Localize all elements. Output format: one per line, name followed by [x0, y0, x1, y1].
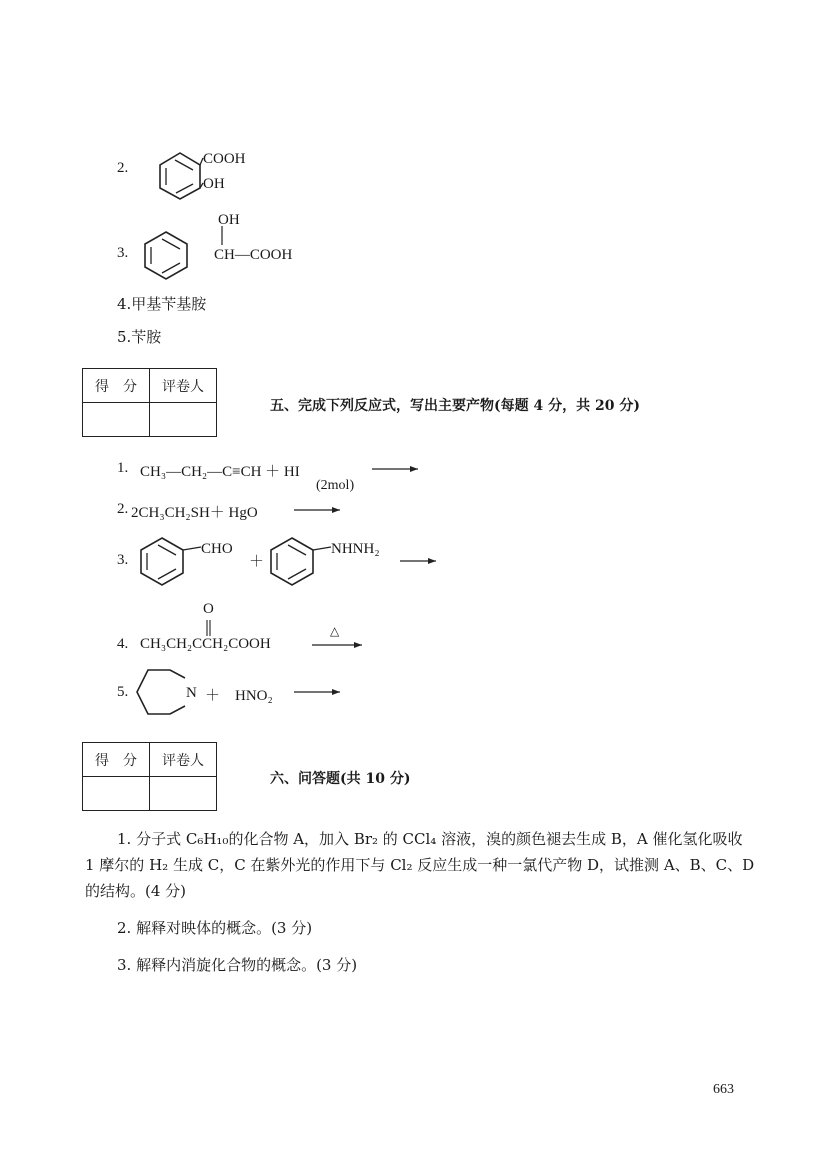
- item-4: 4.甲基苄基胺: [117, 295, 207, 313]
- question-3: 3. 解释内消旋化合物的概念。(3 分): [117, 956, 358, 974]
- reaction-5-rhs: ＋ HNO₂: [205, 688, 273, 704]
- oh-label: OH: [203, 176, 225, 192]
- item-number: 3.: [117, 245, 129, 261]
- score-box: [82, 742, 217, 811]
- grader-header: 评卷人: [150, 743, 217, 777]
- cho-label: CHO: [201, 541, 233, 557]
- page-number: 663: [713, 1082, 734, 1097]
- score-cell[interactable]: [83, 777, 150, 811]
- reaction-2-lhs: 2CH₃CH₂SH＋ HgO: [131, 505, 258, 521]
- reaction-1-note: (2mol): [316, 478, 355, 493]
- reaction-1-number: 1.: [117, 460, 129, 476]
- heat-condition: △: [330, 624, 340, 638]
- plus-sign: ＋: [249, 554, 265, 570]
- nitrogen-label: N: [186, 685, 197, 701]
- reaction-4-lhs: CH₃CH₂CCH₂COOH: [140, 636, 271, 652]
- section-6-title: 六、问答题(共 10 分): [270, 771, 411, 787]
- cooh-label: COOH: [203, 151, 246, 167]
- reaction-3-number: 3.: [117, 552, 129, 568]
- chain-label: CH—COOH: [214, 247, 293, 263]
- nhnh2-label: NHNH₂: [331, 541, 380, 557]
- score-header: 得 分: [83, 743, 150, 777]
- score-header: 得 分: [83, 369, 150, 403]
- reaction-4-number: 4.: [117, 636, 129, 652]
- grader-cell[interactable]: [150, 777, 217, 811]
- reaction-1-lhs: CH₃—CH₂—C≡CH ＋ HI: [140, 464, 300, 480]
- item-number: 2.: [117, 160, 129, 176]
- oh-label: OH: [218, 212, 240, 228]
- reaction-5-number: 5.: [117, 684, 129, 700]
- item-5: 5.苄胺: [117, 328, 162, 346]
- question-2: 2. 解释对映体的概念。(3 分): [117, 919, 313, 937]
- reaction-2-number: 2.: [117, 501, 129, 517]
- carbonyl-o-label: O: [203, 601, 214, 617]
- grader-header: 评卷人: [150, 369, 217, 403]
- question-1: 1. 分子式 C₆H₁₀的化合物 A，加入 Br₂ 的 CCl₄ 溶液，溴的颜色褪去生成 B，A 催化氢化吸收 1 摩尔的 H₂ 生成 C，C 在紫外光的作用下与 Cl₂ 反应生成一种一氯代产物 D，试推测 A、B、C、D 的结构。(4 分): [85, 830, 755, 900]
- section-5-title: 五、完成下列反应式，写出主要产物(每题 4 分，共 20 分): [270, 398, 640, 414]
